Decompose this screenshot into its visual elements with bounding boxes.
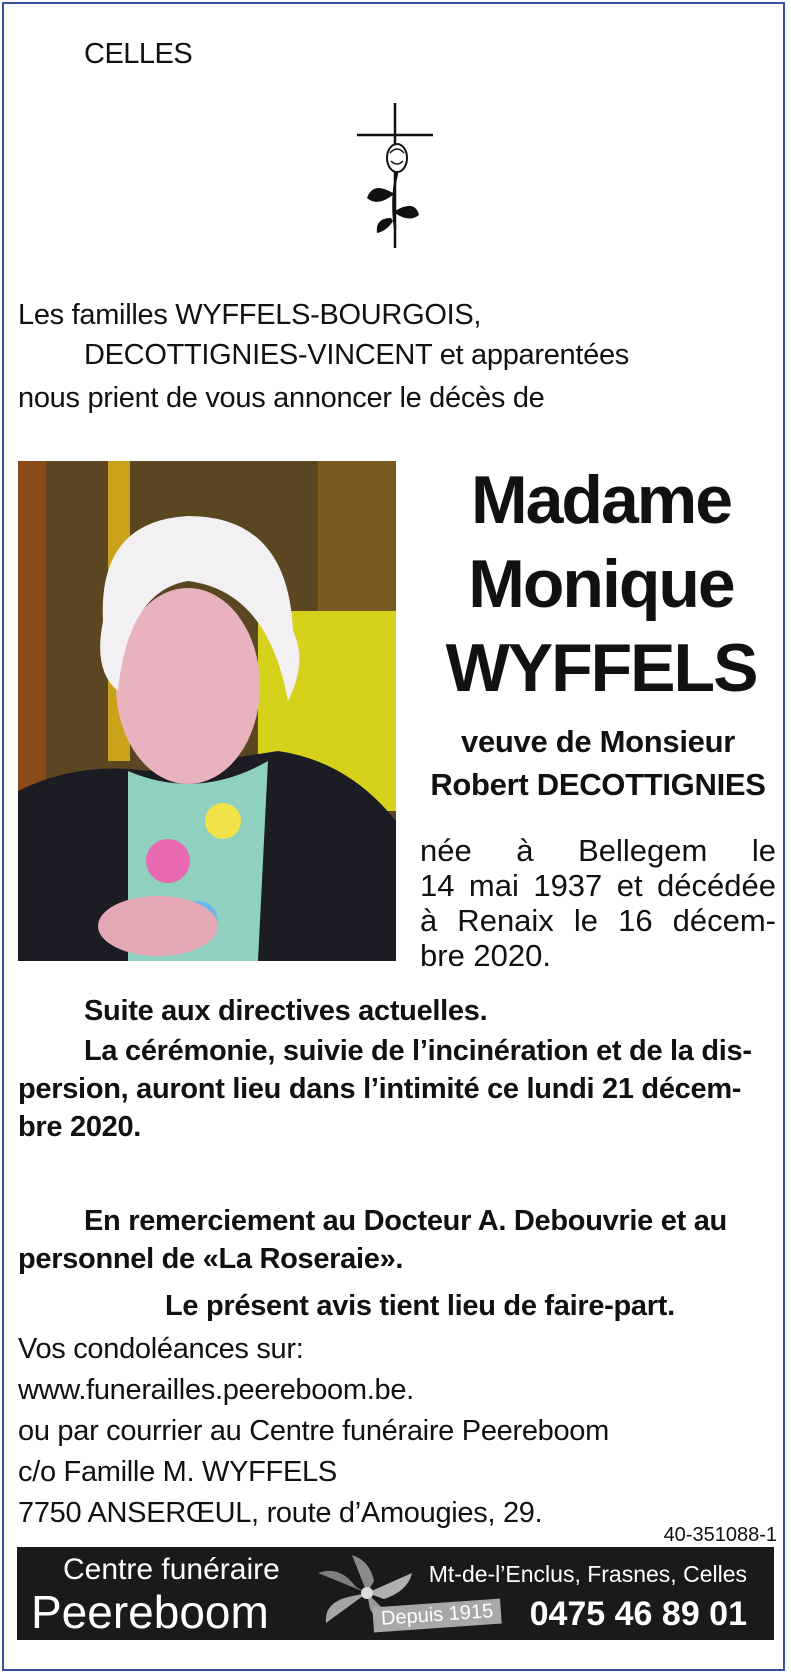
notice-text: Le présent avis tient lieu de faire-part. <box>165 1290 675 1322</box>
condolences-url[interactable]: www.funerailles.peereboom.be. <box>18 1374 414 1406</box>
portrait-photo <box>18 461 396 961</box>
ceremony-line-2: persion, auront lieu dans l’intimité ce lundi 21 décem- <box>18 1073 742 1105</box>
funeral-home-banner <box>17 1547 774 1640</box>
ceremony-line-1: La cérémonie, suivie de l’incinération et de la dis- <box>84 1035 752 1067</box>
intro-line-1: Les familles WYFFELS-BOURGOIS, <box>18 299 482 331</box>
deceased-firstname: Monique <box>468 546 734 622</box>
footer-phone[interactable]: 0475 46 89 01 <box>529 1595 747 1633</box>
deceased-title: Madame <box>470 462 732 538</box>
condolences-line-4: c/o Famille M. WYFFELS <box>18 1456 337 1488</box>
footer-locations: Mt-de-l’Enclus, Frasnes, Celles <box>428 1561 747 1587</box>
thanks-line-1: En remerciement au Docteur A. Debouvrie et au <box>84 1205 727 1237</box>
intro-line-2: DECOTTIGNIES-VINCENT et apparentées <box>84 339 629 371</box>
widow-line-1: veuve de Monsieur <box>461 724 735 759</box>
intro-line-3: nous prient de vous annoncer le décès de <box>18 382 545 414</box>
birth-death-info <box>420 833 776 973</box>
town-label: CELLES <box>84 38 193 70</box>
reference-number: 40-351088-1 <box>663 1524 777 1546</box>
thanks-line-2: personnel de «La Roseraie». <box>18 1243 404 1275</box>
cross-rose-icon <box>355 103 435 248</box>
since-badge: Depuis 1915 <box>372 1599 502 1633</box>
deceased-lastname: WYFFELS <box>445 630 757 706</box>
born-line: née à Bellegem le <box>420 833 776 868</box>
born-line: 14 mai 1937 et décédée <box>420 868 776 903</box>
born-line: bre 2020. <box>420 938 551 973</box>
footer-line-1: Centre funéraire <box>63 1553 280 1586</box>
ceremony-line-3: bre 2020. <box>18 1111 142 1143</box>
widow-of <box>420 720 776 806</box>
condolences-line-3: ou par courrier au Centre funéraire Peereboom <box>18 1415 609 1447</box>
born-line: à Renaix le 16 décem- <box>420 903 776 938</box>
deceased-name <box>426 458 776 710</box>
widow-line-2: Robert DECOTTIGNIES <box>430 767 766 802</box>
condolences-line-1: Vos condoléances sur: <box>18 1333 304 1365</box>
condolences-address: 7750 ANSERŒUL, route d’Amougies, 29. <box>18 1497 543 1529</box>
directives-text: Suite aux directives actuelles. <box>84 995 488 1027</box>
footer-brand: Peereboom <box>31 1586 269 1638</box>
